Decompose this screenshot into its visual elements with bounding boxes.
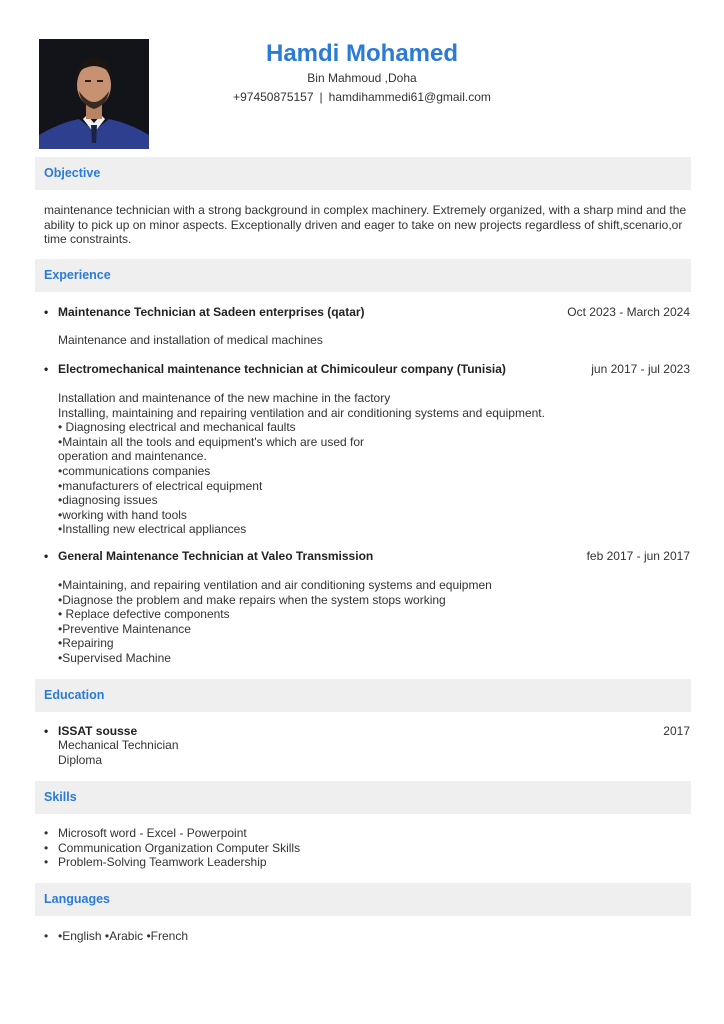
job-dates: feb 2017 - jun 2017: [586, 549, 690, 563]
contact-info: [150, 89, 574, 105]
job-line: Maintenance and installation of medical machines: [58, 333, 323, 347]
job-entry: [44, 548, 690, 564]
education-details: [58, 738, 688, 767]
job-dates: jun 2017 - jul 2023: [591, 362, 690, 376]
section-header-objective: Objective: [35, 157, 691, 190]
job-line: •communications companies: [58, 463, 211, 478]
bullet-icon: •: [44, 549, 49, 563]
job-line: •Installing new electrical appliances: [58, 522, 247, 537]
bullet-icon: •: [44, 305, 49, 319]
job-line: •Diagnose the problem and make repairs when the system stops working: [58, 592, 446, 607]
candidate-name: Hamdi Mohamed: [265, 40, 459, 67]
email-link[interactable]: hamdihammedi61@gmail.com: [328, 90, 491, 104]
education-entry: [44, 723, 690, 739]
job-line: Installation and maintenance of the new machine in the factory: [58, 391, 391, 405]
section-header-experience: Experience: [35, 259, 691, 292]
job-title: Maintenance Technician at Sadeen enterprises (qatar): [58, 305, 365, 319]
diploma: Diploma: [58, 752, 103, 767]
bullet-icon: •: [44, 724, 49, 738]
address: Bin Mahmoud ,Doha: [307, 71, 417, 85]
job-line: •Maintaining, and repairing ventilation and air conditioning systems and equipmen: [58, 578, 492, 592]
job-line: •Preventive Maintenance: [58, 621, 191, 636]
list-item: • Communication Organization Computer Skills: [44, 841, 684, 856]
skills-list: [44, 826, 684, 870]
contact-separator: |: [319, 90, 323, 104]
school-name: ISSAT sousse: [58, 724, 138, 738]
job-entry: [44, 361, 690, 377]
list-item: • •English •Arabic •French: [44, 929, 684, 944]
languages-list: [44, 929, 684, 944]
bullet-icon: •: [44, 362, 49, 376]
job-line: •working with hand tools: [58, 507, 187, 522]
job-line: •Repairing: [58, 636, 114, 651]
phone-number: +97450875157: [233, 90, 314, 104]
job-line: •manufacturers of electrical equipment: [58, 478, 263, 493]
job-title: Electromechanical maintenance technician at Chimicouleur company (Tunisia): [58, 362, 506, 376]
job-line: • Diagnosing electrical and mechanical faults: [58, 420, 296, 435]
job-description: [58, 391, 688, 537]
job-line: • Replace defective components: [58, 607, 230, 622]
section-header-languages: Languages: [35, 883, 691, 916]
degree: Mechanical Technician: [58, 738, 179, 752]
job-line: •Supervised Machine: [58, 650, 171, 665]
graduation-year: 2017: [663, 724, 690, 738]
profile-photo: [39, 39, 149, 149]
job-line: •diagnosing issues: [58, 493, 158, 508]
objective-text: maintenance technician with a strong background in complex machinery. Extremely organized, with a sharp mind and the ability to pick up on minor aspects. Exceptionally driven and eager to take on new projects regardless of shift,scenario,or time constraints.: [44, 203, 687, 247]
section-header-education: Education: [35, 679, 691, 712]
job-title: General Maintenance Technician at Valeo Transmission: [58, 549, 374, 563]
list-item: • Microsoft word - Excel - Powerpoint: [44, 826, 684, 841]
job-dates: Oct 2023 - March 2024: [567, 305, 690, 319]
job-line: •Maintain all the tools and equipment's which are used for: [58, 434, 364, 449]
job-line: operation and maintenance.: [58, 449, 207, 464]
person-photo-icon: [39, 39, 149, 149]
job-entry: [44, 304, 690, 320]
job-description: [58, 578, 688, 666]
job-description: [58, 333, 688, 348]
list-item: • Problem-Solving Teamwork Leadership: [44, 855, 684, 870]
section-header-skills: Skills: [35, 781, 691, 814]
job-line: Installing, maintaining and repairing ventilation and air conditioning systems and equipment.: [58, 405, 545, 420]
